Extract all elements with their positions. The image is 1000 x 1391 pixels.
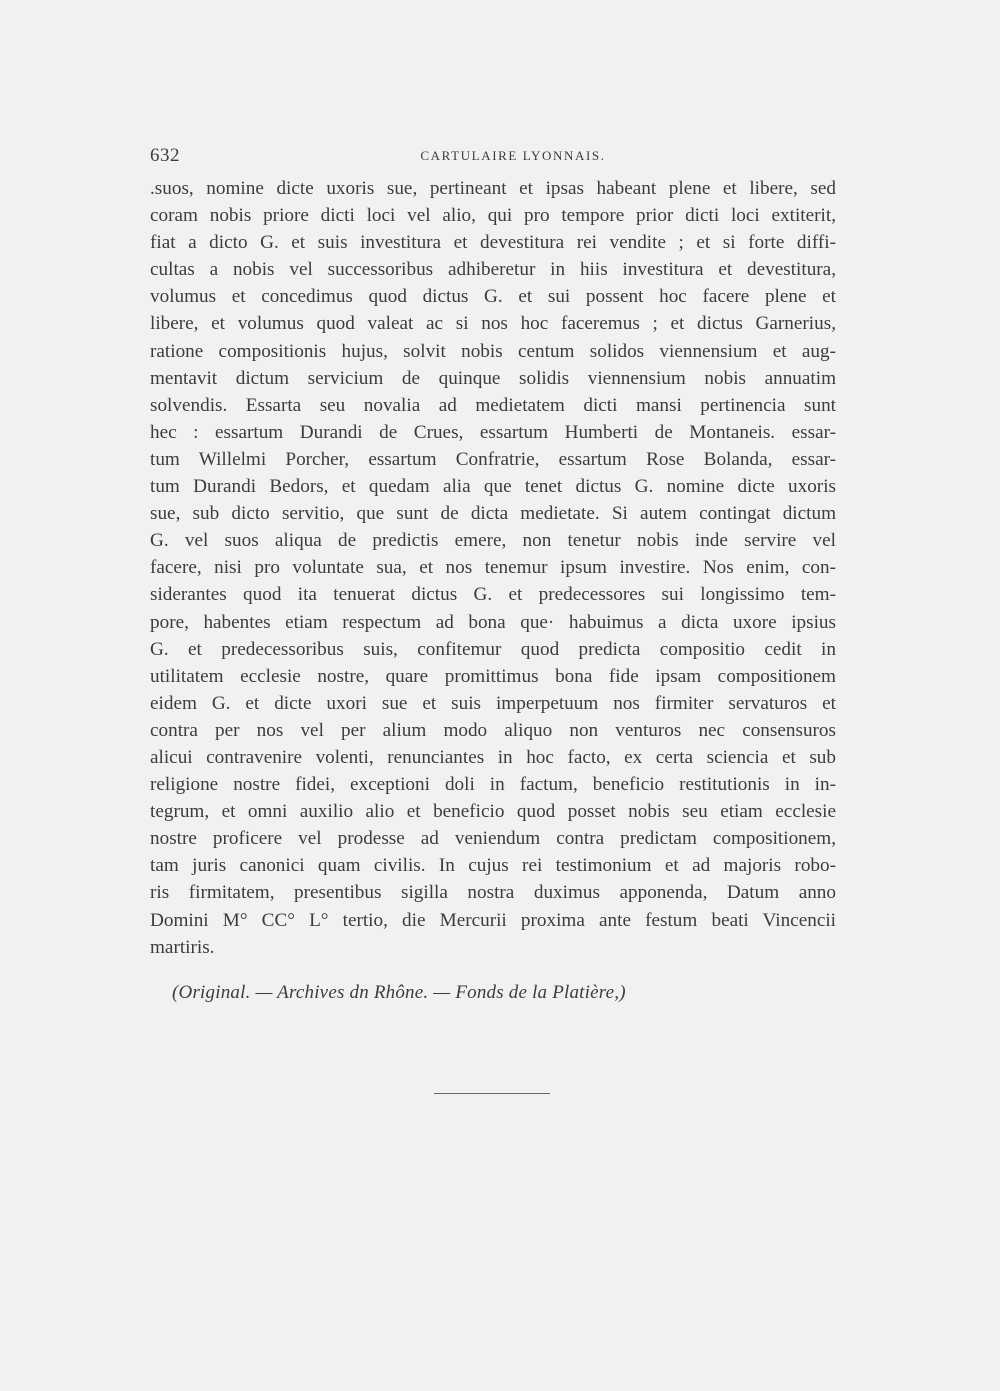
- text-line: ratione compositionis hujus, solvit nobis centum solidos viennensium et aug-: [150, 340, 836, 362]
- text-line: tam juris canonici quam civilis. In cujus rei testimonium et ad majoris robo-: [150, 855, 836, 877]
- text-line: nostre proficere vel prodesse ad veniendum contra predictam compositionem,: [150, 828, 836, 850]
- text-line: volumus et concedimus quod dictus G. et sui possent hoc facere plene et: [150, 286, 836, 308]
- text-line: facere, nisi pro voluntate sua, et nos tenemur ipsum investire. Nos enim, con-: [150, 557, 836, 579]
- text-line: tum Durandi Bedors, et quedam alia que tenet dictus G. nomine dicte uxoris: [150, 476, 836, 498]
- text-line: sue, sub dicto servitio, que sunt de dicta medietate. Si autem contingat dictum: [150, 503, 836, 525]
- text-line: eidem G. et dicte uxori sue et suis imperpetuum nos firmiter servaturos et: [150, 692, 836, 714]
- text-line: hec : essartum Durandi de Crues, essartum Humberti de Montaneis. essar-: [150, 421, 836, 443]
- text-line: utilitatem ecclesie nostre, quare promittimus bona fide ipsam compositionem: [150, 665, 836, 687]
- text-line: tegrum, et omni auxilio alio et beneficio quod posset nobis seu etiam ecclesie: [150, 801, 836, 823]
- text-line: .suos, nomine dicte uxoris sue, pertineant et ipsas habeant plene et libere, sed: [150, 178, 836, 199]
- text-line: solvendis. Essarta seu novalia ad medietatem dicti mansi pertinencia sunt: [150, 394, 836, 416]
- text-line: alicui contravenire volenti, renunciantes in hoc facto, ex certa sciencia et sub: [150, 746, 836, 768]
- text-line: tum Willelmi Porcher, essartum Confratrie, essartum Rose Bolanda, essar-: [150, 448, 836, 470]
- running-title: CARTULAIRE LYONNAIS.: [420, 148, 606, 163]
- source-citation: (Original. — Archives dn Rhône. — Fonds de la Platière,): [172, 982, 626, 1003]
- text-line: contra per nos vel per alium modo aliquo non venturos nec consensuros: [150, 719, 836, 741]
- text-line: Domini M° CC° L° tertio, die Mercurii proxima ante festum beati Vincencii: [150, 909, 836, 931]
- text-line: siderantes quod ita tenuerat dictus G. et predecessores sui longissimo tem-: [150, 584, 836, 606]
- text-line: religione nostre fidei, exceptioni doli in factum, beneficio restitutionis in in-: [150, 774, 836, 796]
- text-line: cultas a nobis vel successoribus adhiberetur in hiis investitura et devestitura,: [150, 259, 836, 281]
- text-line: fiat a dicto G. et suis investitura et devestitura rei vendite ; et si forte diffi-: [150, 232, 836, 254]
- page-header: [150, 145, 836, 169]
- text-line: G. et predecessoribus suis, confitemur quod predicta compositio cedit in: [150, 638, 836, 660]
- text-line: ris firmitatem, presentibus sigilla nostra duximus apponenda, Datum anno: [150, 882, 836, 904]
- text-line: libere, et volumus quod valeat ac si nos hoc faceremus ; et dictus Garnerius,: [150, 313, 836, 335]
- page-number: 632: [150, 145, 180, 166]
- end-rule: [434, 1093, 550, 1094]
- text-line: martiris.: [150, 936, 215, 958]
- text-line: pore, habentes etiam respectum ad bona que· habuimus a dicta uxore ipsius: [150, 611, 836, 633]
- text-line: G. vel suos aliqua de predictis emere, non tenetur nobis inde servire vel: [150, 530, 836, 552]
- text-line: mentavit dictum servicium de quinque solidis viennensium nobis annuatim: [150, 367, 836, 389]
- charter-text: [150, 175, 836, 961]
- text-line: coram nobis priore dicti loci vel alio, qui pro tempore prior dicti loci extiterit,: [150, 205, 836, 227]
